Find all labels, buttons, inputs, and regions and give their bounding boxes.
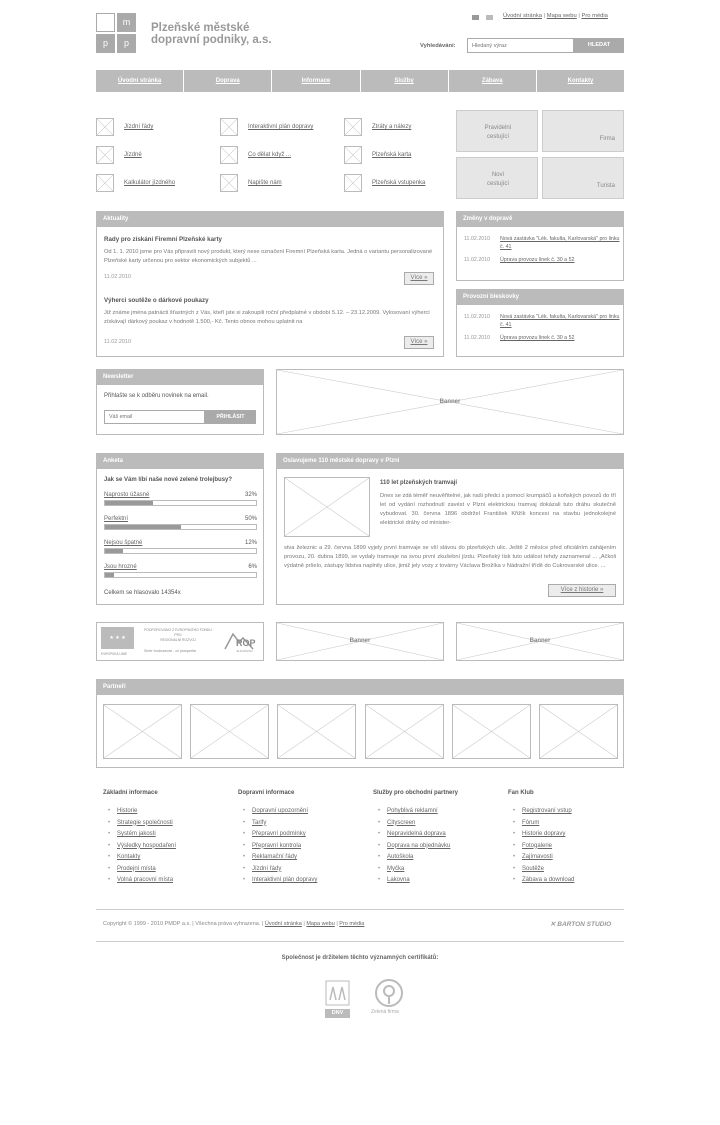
poll-option[interactable] <box>104 564 257 578</box>
footer-link-item <box>508 829 638 841</box>
news-date: 11.02.2010 <box>104 339 132 345</box>
bullet-icon: • <box>513 819 516 826</box>
footer-column-title: Základní informace <box>103 790 158 796</box>
bleskovky-panel <box>456 289 624 357</box>
bullet-icon: • <box>108 819 111 826</box>
nav-informace[interactable]: Informace <box>272 70 360 92</box>
banner-2[interactable] <box>276 622 444 661</box>
footer-link[interactable]: Autoškola <box>387 854 414 860</box>
banner-label: Banner <box>439 399 461 405</box>
dnv-label: DNV <box>325 1009 350 1018</box>
quicklink[interactable] <box>344 174 425 192</box>
separator: | <box>578 13 582 19</box>
separator: | <box>261 921 265 927</box>
partner-logo[interactable] <box>539 704 618 759</box>
poll-option-percent: 12% <box>244 540 257 546</box>
aktuality-heading: Aktuality <box>97 212 443 227</box>
news-date: 11.02.2010 <box>104 274 132 280</box>
tile-line: Firma <box>599 136 615 142</box>
eu-flag-icon: ★ ★ ★ <box>101 627 134 649</box>
poll-bar-fill <box>105 549 123 553</box>
footer-link[interactable]: Prodejní místa <box>117 865 156 872</box>
poll-bar <box>104 524 257 530</box>
footer-link[interactable]: Pohyblivá reklamní <box>387 808 438 814</box>
quicklink-icon <box>344 146 362 164</box>
poll-option-percent: 6% <box>248 564 257 570</box>
footer-link[interactable]: Fórum <box>522 819 540 826</box>
tile-line: cestující <box>486 181 509 187</box>
quicklink-icon <box>96 146 114 164</box>
top-link-media[interactable]: Pro média <box>581 13 608 19</box>
studio-name: BARTON STUDIO <box>557 921 612 928</box>
flag-en-icon[interactable] <box>486 15 493 20</box>
quicklink[interactable] <box>96 118 153 136</box>
footer-link-item <box>238 875 368 887</box>
logo-letter: p <box>102 38 108 48</box>
newsletter-heading: Newsletter <box>97 370 263 385</box>
quicklink-label[interactable]: Kalkulátor jízdného <box>124 180 176 186</box>
tile-new[interactable] <box>456 157 538 199</box>
footer-link[interactable]: Jízdní řády <box>252 865 282 872</box>
footer-link-item <box>508 818 638 830</box>
footer-column <box>508 790 638 887</box>
footer-link[interactable]: Tarify <box>252 819 267 826</box>
rop-logo <box>223 629 261 655</box>
banner-label: Banner <box>529 638 551 644</box>
search-input[interactable] <box>467 38 574 53</box>
bullet-icon: • <box>108 842 111 849</box>
footer-link-item <box>103 806 233 818</box>
footer-link-item <box>508 841 638 853</box>
quicklink-icon <box>220 146 238 164</box>
quicklink-icon <box>96 118 114 136</box>
footer-link[interactable]: Zajímavosti <box>522 854 553 860</box>
studio-icon: ✕ <box>550 921 556 928</box>
tile-regular[interactable] <box>456 110 538 152</box>
poll-bar <box>104 572 257 578</box>
bullet-icon: • <box>108 831 111 837</box>
separator: | <box>192 921 196 927</box>
quicklink[interactable] <box>344 118 411 136</box>
poll-option-label[interactable]: Nejsou špatné <box>104 540 143 546</box>
tile-turista[interactable] <box>542 157 624 199</box>
brand-line1: Plzeňské městské <box>151 22 250 34</box>
news-more-button[interactable]: Více » <box>404 272 434 285</box>
bullet-icon: • <box>108 808 111 814</box>
footer-link-item <box>373 864 503 876</box>
quicklink-icon <box>344 174 362 192</box>
quicklink[interactable] <box>344 146 411 164</box>
footer-link-item <box>103 829 233 841</box>
poll-bar-fill <box>105 501 153 505</box>
quicklink-label[interactable]: Plzeňská vstupenka <box>372 180 426 186</box>
footer-column-title: Služby pro obchodní partnery <box>373 790 459 796</box>
news-text: Již známe jména patnácti šťastných z Vás, kteří jste si zakoupili roční předplatné v období 5.12. – 23.12.2009. Vylosovaní výherci získávají dárkový poukaz v hodnotě 1.500,- Kč. Tento obnos mohou uplatnit na <box>104 310 430 325</box>
dnv-shield-icon <box>325 980 350 1008</box>
item-date: 11.02.2010 <box>464 257 491 263</box>
footer-link[interactable]: Výsledky hospodaření <box>117 842 177 849</box>
partner-logo[interactable] <box>365 704 444 759</box>
footer-link-item <box>103 852 233 864</box>
partner-logo[interactable] <box>452 704 531 759</box>
item-link[interactable]: Úprava provozu linek č. 30 a 52 <box>500 257 575 263</box>
bullet-icon: • <box>243 819 246 826</box>
footer-link[interactable]: Přepravní kontrola <box>252 842 302 849</box>
footer-link[interactable]: Historie dopravy <box>522 831 566 837</box>
green-firm-label: Zelená firma <box>371 1009 399 1015</box>
bullet-icon: • <box>243 865 246 872</box>
footer-link-item <box>508 864 638 876</box>
footer-link-list <box>508 806 638 887</box>
bullet-icon: • <box>513 808 516 814</box>
footer-link-item <box>238 806 368 818</box>
banner-3[interactable] <box>456 622 624 661</box>
item-link[interactable]: Nová zastávka "Lék. fakulta, Karlovarská" pro linku č. 41 <box>500 236 620 250</box>
search-button[interactable]: HLEDAT <box>574 38 624 53</box>
footer-column-title: Fan Klub <box>508 790 534 796</box>
quicklink-label[interactable]: Co dělat když ... <box>248 152 292 158</box>
quicklink-label[interactable]: Napište nám <box>248 180 282 186</box>
eu-line1: PODPOROVÁNO Z EVROPSKÉHO FONDU <box>144 628 212 632</box>
bullet-icon: • <box>378 808 381 814</box>
separator: | <box>336 921 340 927</box>
partner-logo[interactable] <box>190 704 269 759</box>
footer-link-item <box>373 841 503 853</box>
item-date: 11.02.2010 <box>464 314 491 320</box>
footer-link-item <box>508 852 638 864</box>
partneri-heading: Partneři <box>97 680 623 695</box>
quicklink-label[interactable]: Interaktivní plán dopravy <box>248 124 314 130</box>
bullet-icon: • <box>108 877 111 883</box>
footer-link[interactable]: Doprava na objednávku <box>387 842 451 849</box>
history-more-button[interactable]: Více z historie » <box>548 584 616 597</box>
poll-option[interactable] <box>104 516 257 530</box>
footer-link[interactable]: Přepravní podmínky <box>252 831 306 837</box>
poll-bar-fill <box>105 573 114 577</box>
tile-line: cestující <box>486 134 509 140</box>
bullet-icon: • <box>243 854 246 860</box>
tile-line: Pravidelní <box>484 125 512 131</box>
news-text: Od 1. 1. 2010 jsme pro Vás připravili nový produkt, který nese označení Firemní Plzeňská karta. Jedná o variantu personalizované Plzeňské karty určenou pro sektor ekonomických subjektů ... <box>104 249 433 264</box>
logo-letter: m <box>122 17 131 27</box>
bullet-icon: • <box>513 831 516 837</box>
footer-link-home[interactable]: Úvodní stránka <box>264 921 302 927</box>
news-title[interactable]: Rady pro získání Firemní Plzeňské karty <box>104 236 222 243</box>
footer-link[interactable]: Systém jakosti <box>117 831 156 837</box>
quicklink[interactable] <box>220 146 291 164</box>
tile-line: Turista <box>596 183 615 189</box>
poll-option-label[interactable]: Jsou hrozné <box>104 564 137 570</box>
quicklink-label[interactable]: Ztráty a nálezy <box>372 124 412 130</box>
footer-link[interactable]: Historie <box>117 808 138 814</box>
item-date: 11.02.2010 <box>464 236 491 242</box>
bullet-icon: • <box>513 865 516 872</box>
news-title[interactable]: Výherci soutěže o dárkové poukazy <box>104 297 209 304</box>
footer-link-list <box>373 806 503 887</box>
footer-link[interactable]: Soutěže <box>522 865 545 872</box>
item-link[interactable]: Nová zastávka "Lék. fakulta, Karlovarská" pro linku č. 41 <box>500 314 620 328</box>
footer-link[interactable]: Lakovna <box>387 877 410 883</box>
rop-text: ROP <box>236 638 256 648</box>
zmeny-panel <box>456 211 624 281</box>
partneri-panel <box>96 679 624 768</box>
newsletter-email-input[interactable] <box>104 410 205 424</box>
tile-line: Noví <box>491 172 505 178</box>
quicklink-icon <box>96 174 114 192</box>
footer-link-list <box>238 806 368 887</box>
footer-link-item <box>373 875 503 887</box>
quicklink[interactable] <box>220 174 282 192</box>
article-title[interactable]: 110 let plzeňských tramvají <box>380 480 458 486</box>
poll-option-label[interactable]: Naprosto úžasné <box>104 492 150 498</box>
quicklink[interactable] <box>96 146 142 164</box>
footer-link-item <box>238 852 368 864</box>
footer-link[interactable]: Kontakty <box>117 854 141 860</box>
poll-option-label[interactable]: Perfektní <box>104 516 129 522</box>
footer-link-item <box>373 818 503 830</box>
quicklink-label[interactable]: Plzeňská karta <box>372 152 412 158</box>
footer-link-item <box>238 829 368 841</box>
footer-link[interactable]: Volná pracovní místa <box>117 877 174 883</box>
footer-link-item <box>238 818 368 830</box>
footer-link[interactable]: Nepravidelná doprava <box>387 831 446 837</box>
bullet-icon: • <box>513 877 516 883</box>
oslava-panel <box>276 453 624 605</box>
nav-sluzby[interactable]: Služby <box>361 70 449 92</box>
bleskovky-heading: Provozní bleskovky <box>457 290 623 305</box>
aktuality-panel <box>96 211 444 357</box>
footer-link[interactable]: Fotogalerie <box>522 842 553 849</box>
footer-link-sitemap[interactable]: Mapa webu <box>306 921 335 927</box>
eu-motto: Směr budoucnost - cíl prosperita <box>144 649 196 653</box>
poll-bar-fill <box>105 525 181 529</box>
bullet-icon: • <box>378 877 381 883</box>
poll-option[interactable] <box>104 492 257 506</box>
nav-zabava[interactable]: Zábava <box>449 70 537 92</box>
partner-logo[interactable] <box>103 704 182 759</box>
cert-title: Společnost je držitelem těchto významných certifikátů: <box>281 955 439 961</box>
footer-link-item <box>103 875 233 887</box>
logo[interactable] <box>96 13 136 53</box>
footer-column-title: Dopravní informace <box>238 790 295 796</box>
bullet-icon: • <box>513 854 516 860</box>
footer-link-item <box>373 852 503 864</box>
footer-link-item <box>508 875 638 887</box>
article-image[interactable] <box>284 477 370 537</box>
top-link-sitemap[interactable]: Mapa webu <box>546 13 577 19</box>
bullet-icon: • <box>513 842 516 849</box>
bullet-icon: • <box>378 854 381 860</box>
barton-studio-logo[interactable] <box>550 920 611 928</box>
footer-link[interactable]: Dopravní upozornění <box>252 808 309 814</box>
footer-link[interactable]: Cityscreen <box>387 819 416 826</box>
eu-funding-box[interactable] <box>96 622 264 661</box>
footer-link[interactable]: Interaktivní plán dopravy <box>252 877 318 883</box>
footer-link-item <box>373 806 503 818</box>
separator: | <box>543 13 547 19</box>
dnv-cert-logo[interactable] <box>325 980 350 1018</box>
bullet-icon: • <box>243 831 246 837</box>
quicklink-label[interactable]: Jízdní řády <box>124 124 154 130</box>
footer-link[interactable]: Reklamační řády <box>252 854 298 860</box>
footer-link-item <box>103 841 233 853</box>
footer-link-item <box>508 806 638 818</box>
footer-link-list <box>103 806 233 887</box>
nav-kontakty[interactable]: Kontakty <box>567 78 594 84</box>
rop-sub: JIHOZÁPAD <box>236 649 253 653</box>
footer-link-item <box>103 818 233 830</box>
eu-label: EVROPSKÁ UNIE <box>101 652 128 656</box>
footer-column <box>373 790 503 887</box>
search-label: Vyhledávání: <box>420 43 456 49</box>
partner-logo[interactable] <box>277 704 356 759</box>
poll-bar <box>104 548 257 554</box>
poll-total: Celkem se hlasovalo 14354x <box>104 590 181 596</box>
poll-option[interactable] <box>104 540 257 554</box>
footer-column <box>238 790 368 887</box>
main-nav <box>96 70 624 92</box>
anketa-panel <box>96 453 264 605</box>
footer-column <box>103 790 233 887</box>
quicklink-icon <box>220 174 238 192</box>
quicklink-icon <box>220 118 238 136</box>
bullet-icon: • <box>108 854 111 860</box>
bullet-icon: • <box>243 808 246 814</box>
banner-main[interactable] <box>276 369 624 435</box>
logo-letter: p <box>123 38 129 48</box>
item-link[interactable]: Úprava provozu linek č. 30 a 52 <box>500 335 575 341</box>
copyright: Copyright © 1999 - 2010 PMDP a.s. <box>103 921 191 927</box>
green-firm-icon <box>372 978 406 1008</box>
nav-home[interactable]: Úvodní stránka <box>96 70 184 92</box>
quicklink[interactable] <box>96 174 175 192</box>
zmeny-heading: Změny v dopravě <box>457 212 623 227</box>
footer-link[interactable]: Myčka <box>387 865 405 872</box>
bullet-icon: • <box>378 865 381 872</box>
oslava-heading: Oslavujeme 110 městské dopravy v Plzni <box>277 454 623 469</box>
tile-firma[interactable] <box>542 110 624 152</box>
brand-line2: dopravní podniky, a.s. <box>151 34 272 46</box>
green-firm-cert-logo[interactable] <box>367 978 412 1018</box>
poll-option-percent: 32% <box>244 492 257 498</box>
bullet-icon: • <box>378 842 381 849</box>
bullet-icon: • <box>378 831 381 837</box>
rights: Všechna práva vyhrazena. <box>195 921 261 927</box>
bullet-icon: • <box>108 865 111 872</box>
brand-name <box>151 22 272 46</box>
eu-line3: REGIONÁLNÍ ROZVOJ <box>160 638 196 642</box>
item-date: 11.02.2010 <box>464 335 491 341</box>
footer-link-item <box>373 829 503 841</box>
footer-link-item <box>238 864 368 876</box>
quicklink-label[interactable]: Jízdné <box>124 152 142 158</box>
article-text: stva železnic a 29. června 1899 vyjely první tramvaje se vší slávou do plzeňských ulic. Ještě 2 měsíce před oficiálním zahájením provozu, 20. dubna 1899, se vydaly tramvaje na svou první zkušební jízdu. Plzeňský tisk tuto událost tehdy zaznamenal ... „Ačkoli výdatně pršelo, zástupy lidstva naplnily ulice, jimiž jely vozy z továrny Václava Brožíka v Nádražní třídě do Cukrovarské ulice. ... <box>284 545 616 569</box>
top-link-home[interactable]: Úvodní stránka <box>503 13 542 19</box>
anketa-heading: Anketa <box>97 454 263 469</box>
bullet-icon: • <box>378 819 381 826</box>
footer-link-media[interactable]: Pro média <box>339 921 365 927</box>
poll-bar <box>104 500 257 506</box>
quicklink-icon <box>344 118 362 136</box>
news-more-button[interactable]: Více » <box>404 336 434 349</box>
footer-link[interactable]: Strategie společnosti <box>117 819 173 826</box>
footer-link[interactable]: Zábava a download <box>522 877 575 883</box>
poll-question: Jak se Vám líbí naše nové zelené trolejbusy? <box>104 477 233 483</box>
quicklink[interactable] <box>220 118 313 136</box>
eu-line2: PRO <box>174 633 182 637</box>
footer-link-item <box>238 841 368 853</box>
article-text: Dnes se zdá téměř neuvěřitelné, jak naši předci s pomocí krumpáčů a koňských povozů do tří let od vydání rozhodnutí zavést v Plzni elektrickou tramvaj dokázali tuto dráhu skutečně vybudovat. 30. června 1896 obdržel František Křižík koncesi na stavbu jednokolejné elektrické dráhy od minister- <box>380 493 616 526</box>
footer-link-item <box>103 864 233 876</box>
newsletter-panel <box>96 369 264 435</box>
newsletter-submit-button[interactable]: PŘIHLÁSIT <box>205 410 256 424</box>
poll-option-percent: 50% <box>244 516 257 522</box>
banner-label: Banner <box>349 638 371 644</box>
separator: | <box>303 921 307 927</box>
footer-link[interactable]: Registrovaní vstup <box>522 808 572 814</box>
newsletter-text: Přihlašte se k odběru novinek na email. <box>104 393 209 399</box>
bullet-icon: • <box>243 842 246 849</box>
bullet-icon: • <box>243 877 246 883</box>
nav-doprava[interactable]: Doprava <box>184 70 272 92</box>
flag-cz-icon[interactable] <box>472 15 479 20</box>
